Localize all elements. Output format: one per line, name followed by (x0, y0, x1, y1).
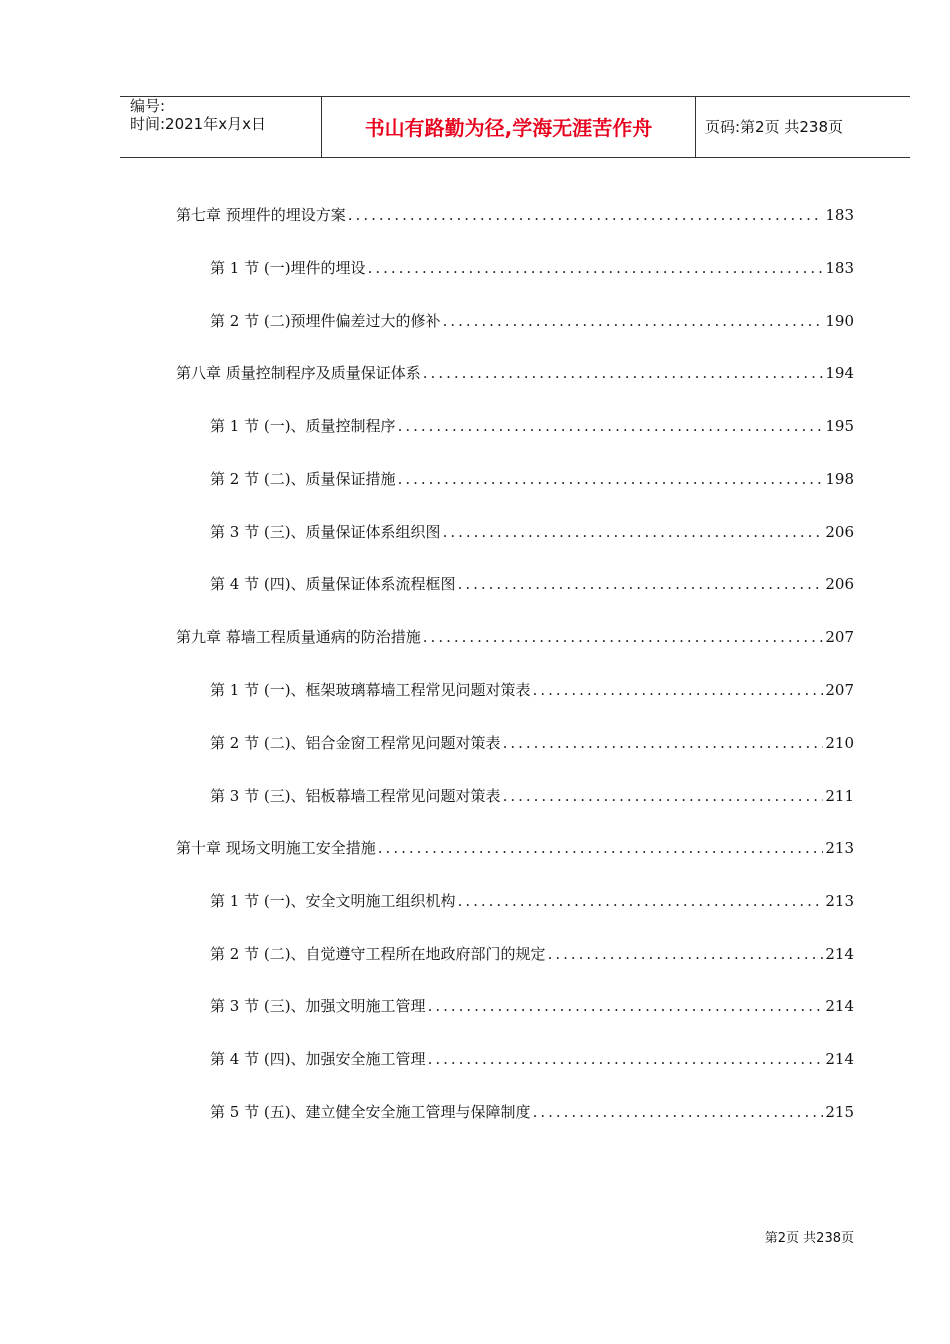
toc-entry-title: 第 1 节 (一)、框架玻璃幕墙工程常见问题对策表 (210, 681, 531, 699)
toc-entry-page: 195 (825, 417, 854, 435)
toc-entry-title: 第十章 现场文明施工安全措施 (176, 839, 376, 857)
toc-entry-title: 第 3 节 (三)、质量保证体系组织图 (210, 523, 441, 541)
toc-section[interactable] (210, 416, 854, 436)
toc-entry-page: 214 (825, 945, 854, 963)
toc-entry-title: 第 4 节 (四)、质量保证体系流程框图 (210, 575, 456, 593)
page-footer-number: 第2页 共238页 (764, 1231, 854, 1246)
toc-chapter[interactable] (176, 363, 854, 383)
toc-entry-title: 第 2 节 (二)、铝合金窗工程常见问题对策表 (210, 734, 501, 752)
header-left-cell (120, 97, 320, 157)
toc-entry-title: 第八章 质量控制程序及质量保证体系 (176, 364, 421, 382)
toc-dot-leader (428, 996, 824, 1016)
toc-entry-page: 214 (825, 997, 854, 1015)
toc-entry-title: 第 3 节 (三)、铝板幕墙工程常见问题对策表 (210, 787, 501, 805)
toc-entry-title: 第 2 节 (二)、质量保证措施 (210, 470, 396, 488)
toc-dot-leader (533, 680, 824, 700)
toc-entry-title: 第 2 节 (二)、自觉遵守工程所在地政府部门的规定 (210, 945, 546, 963)
toc-dot-leader (423, 627, 824, 647)
toc-entry-page: 215 (825, 1103, 854, 1121)
toc-dot-leader (548, 944, 824, 964)
toc-entry-page: 207 (825, 681, 854, 699)
toc-entry-page: 183 (825, 206, 854, 224)
toc-section[interactable] (210, 786, 854, 806)
toc-dot-leader (458, 574, 824, 594)
toc-section[interactable] (210, 522, 854, 542)
toc-dot-leader (368, 258, 824, 278)
toc-dot-leader (503, 733, 824, 753)
toc-section[interactable] (210, 733, 854, 753)
toc-entry-page: 206 (825, 575, 854, 593)
toc-entry-page: 194 (825, 364, 854, 382)
toc-dot-leader (533, 1102, 824, 1122)
toc-dot-leader (503, 786, 824, 806)
toc-entry-title: 第 1 节 (一)、安全文明施工组织机构 (210, 892, 456, 910)
toc-section[interactable] (210, 469, 854, 489)
toc-chapter[interactable] (176, 627, 854, 647)
toc-entry-title: 第 3 节 (三)、加强文明施工管理 (210, 997, 426, 1015)
toc-chapter[interactable] (176, 205, 854, 225)
toc-entry-title: 第 5 节 (五)、建立健全安全施工管理与保障制度 (210, 1103, 531, 1121)
header-right-cell (695, 97, 910, 157)
toc-section[interactable] (210, 680, 854, 700)
toc-entry-title: 第 1 节 (一)、质量控制程序 (210, 417, 396, 435)
toc-entry-page: 211 (825, 787, 854, 805)
toc-entry-page: 207 (825, 628, 854, 646)
toc-dot-leader (443, 522, 824, 542)
toc-dot-leader (443, 311, 824, 331)
toc-entry-page: 213 (825, 892, 854, 910)
toc-entry-title: 第 4 节 (四)、加强安全施工管理 (210, 1050, 426, 1068)
toc-section[interactable] (210, 258, 854, 278)
toc-entry-title: 第九章 幕墙工程质量通病的防治措施 (176, 628, 421, 646)
toc-entry-title: 第七章 预埋件的埋设方案 (176, 206, 346, 224)
toc-entry-page: 183 (825, 259, 854, 277)
toc-entry-page: 210 (825, 734, 854, 752)
toc-dot-leader (428, 1049, 824, 1069)
toc-dot-leader (348, 205, 824, 225)
toc-dot-leader (398, 416, 824, 436)
toc-dot-leader (423, 363, 824, 383)
toc-entry-page: 213 (825, 839, 854, 857)
toc-dot-leader (398, 469, 824, 489)
toc-section[interactable] (210, 944, 854, 964)
toc-section[interactable] (210, 996, 854, 1016)
toc-section[interactable] (210, 311, 854, 331)
header-middle-cell (321, 97, 696, 157)
toc-chapter[interactable] (176, 838, 854, 858)
toc-dot-leader (378, 838, 824, 858)
toc-section[interactable] (210, 891, 854, 911)
toc-entry-title: 第 1 节 (一)埋件的埋设 (210, 259, 366, 277)
toc-section[interactable] (210, 1049, 854, 1069)
serial-number-label: 编号: (130, 97, 166, 115)
time-label: 时间:2021年x月x日 (130, 115, 266, 133)
toc-section[interactable] (210, 574, 854, 594)
header-page-number: 页码:第2页 共238页 (705, 118, 843, 136)
toc-entry-page: 198 (825, 470, 854, 488)
toc-entry-page: 190 (825, 312, 854, 330)
toc-entry-title: 第 2 节 (二)预埋件偏差过大的修补 (210, 312, 441, 330)
toc-entry-page: 214 (825, 1050, 854, 1068)
toc-section[interactable] (210, 1102, 854, 1122)
page-header (120, 96, 910, 158)
toc-entry-page: 206 (825, 523, 854, 541)
toc-dot-leader (458, 891, 824, 911)
header-motto: 书山有路勤为径,学海无涯苦作舟 (364, 116, 653, 140)
